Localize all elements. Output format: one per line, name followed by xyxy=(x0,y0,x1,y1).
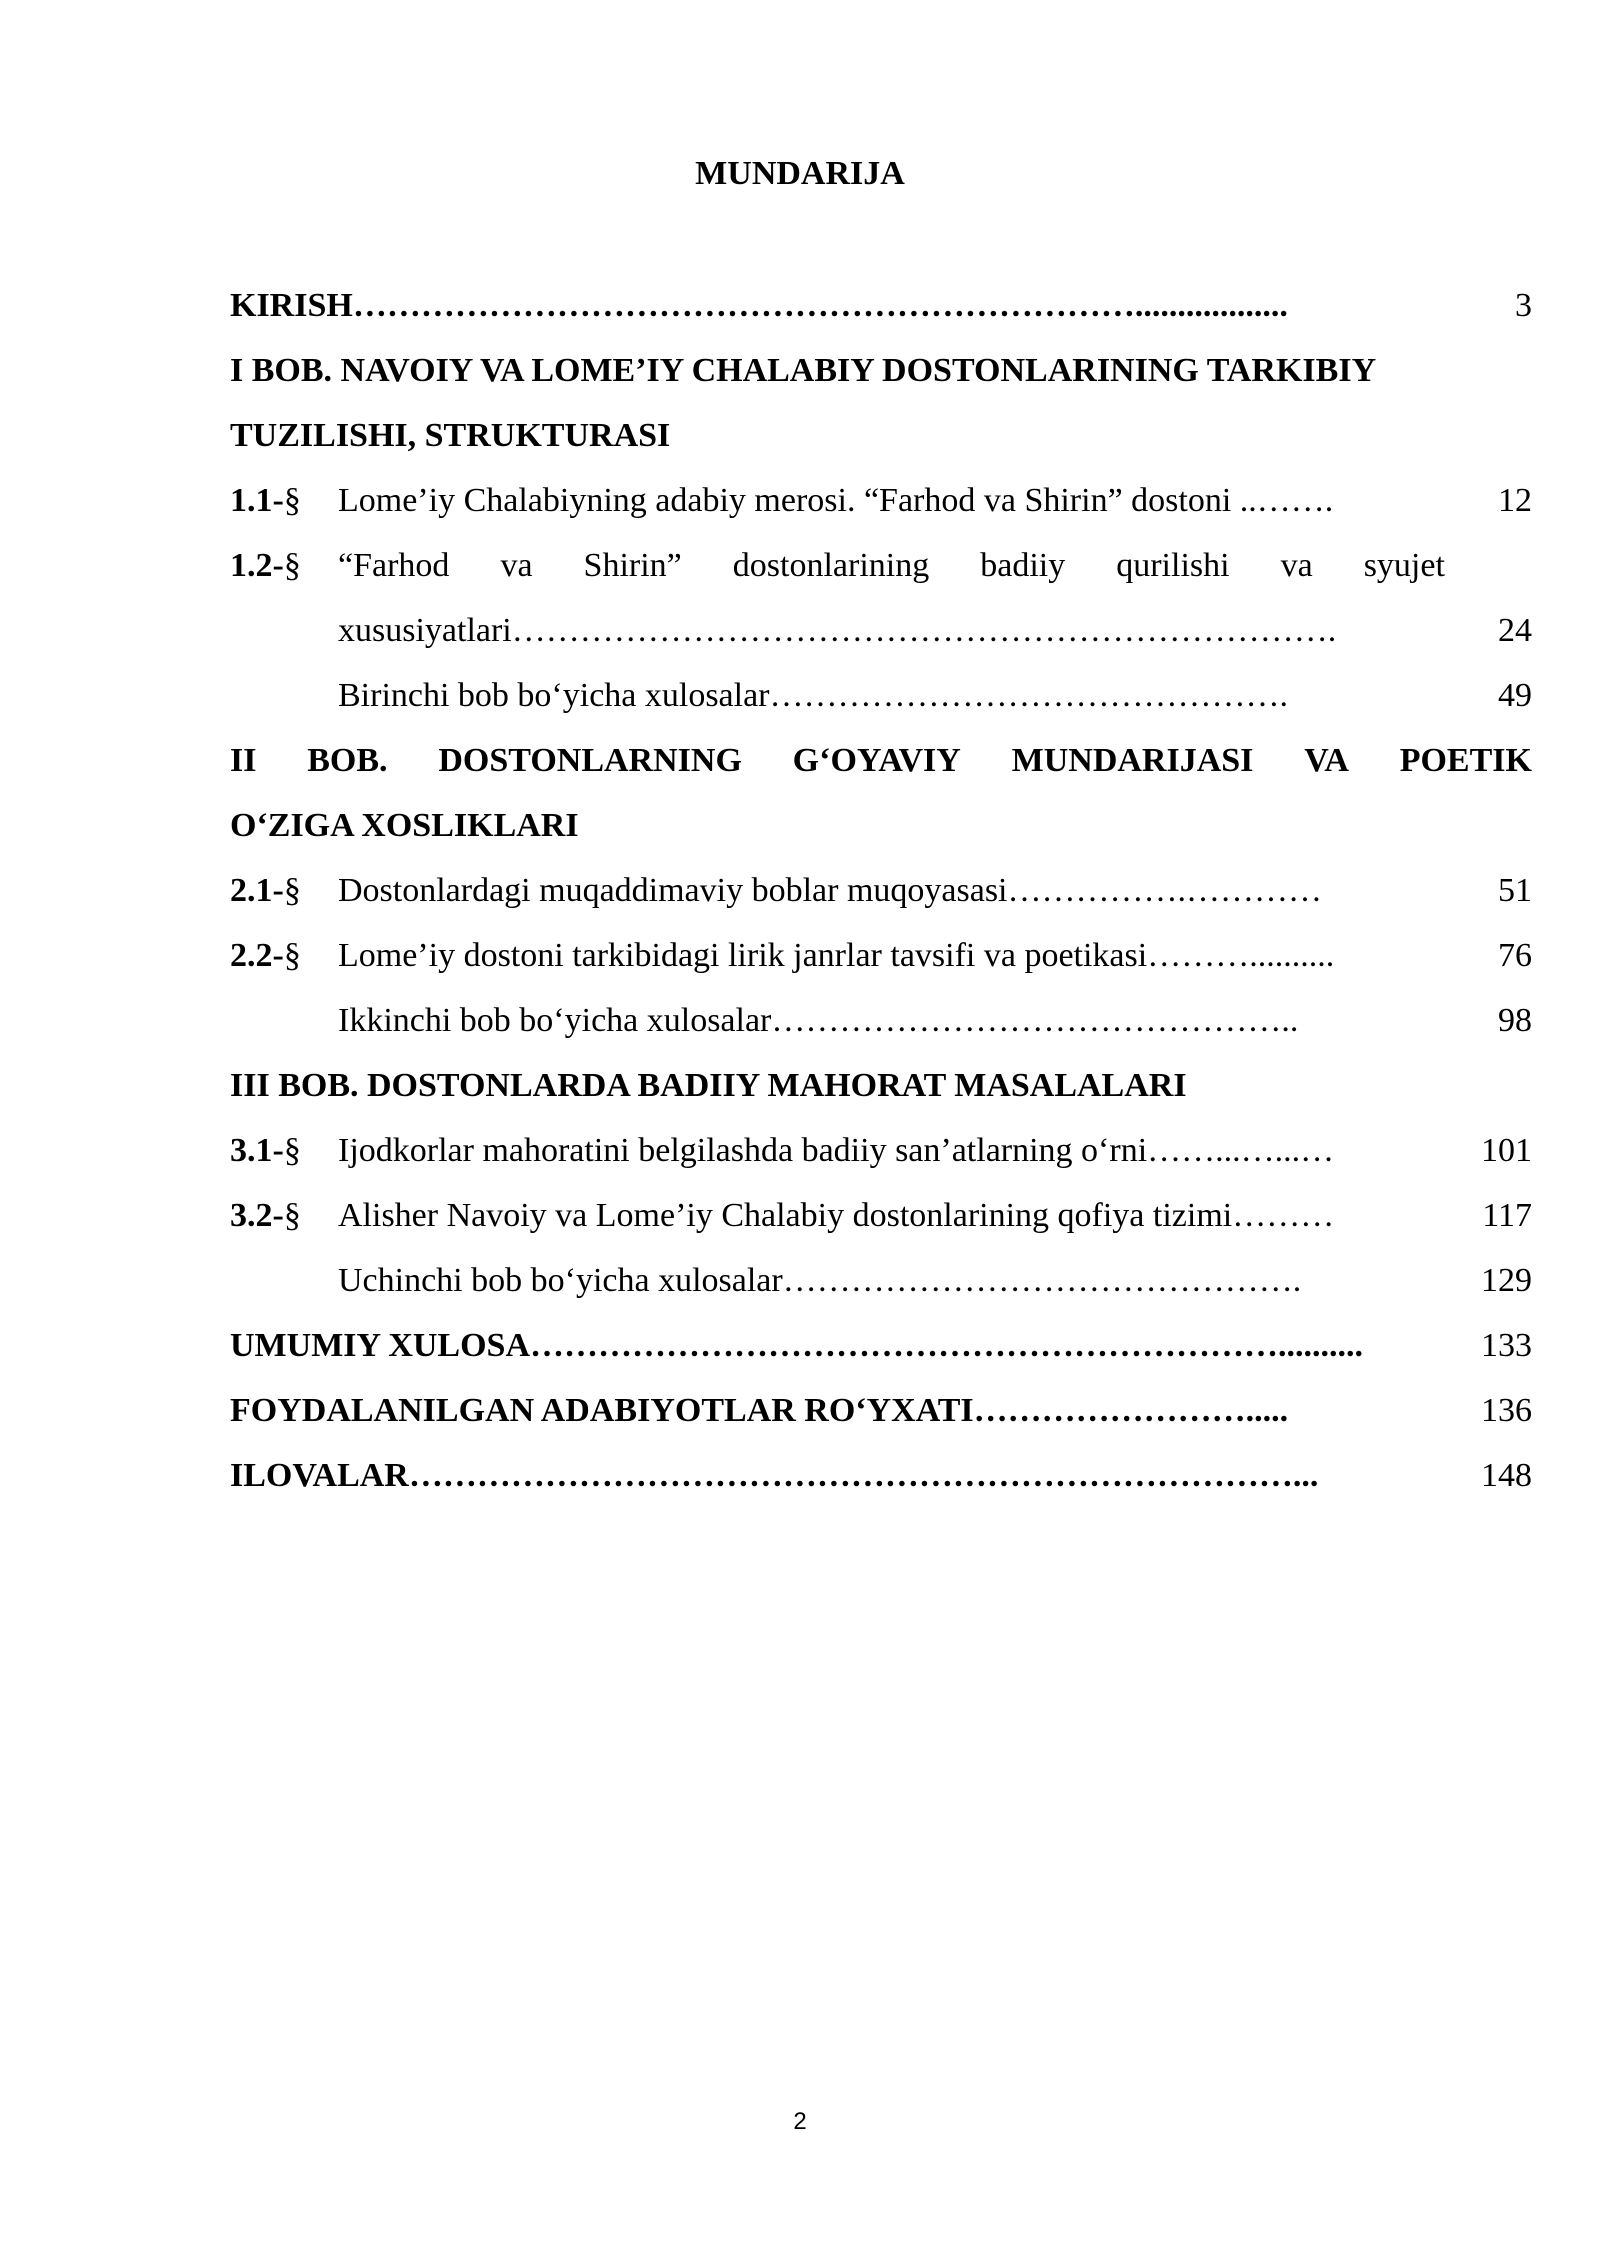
toc-chapter-label: III BOB. DOSTONLARDA BADIIY MAHORAT MASALALARI xyxy=(230,1067,1187,1104)
page-title: MUNDARIJA xyxy=(695,155,905,192)
toc-entry-label: Lome’iy Chalabiyning adabiy merosi. “Farhod va Shirin” dostoni ..……. xyxy=(338,482,1334,519)
toc-entry-introduction xyxy=(230,278,1532,343)
toc-chapter-3-heading xyxy=(230,1058,1532,1123)
toc-entry-page: 129 xyxy=(1481,1262,1532,1299)
toc-chapter-label: O‘ZIGA XOSLIKLARI xyxy=(230,807,579,844)
toc-chapter-label: II BOB. DOSTONLARNING G‘OYAVIY MUNDARIJASI VA POETIK xyxy=(230,742,1532,779)
toc-entry-page: 24 xyxy=(1498,612,1532,649)
toc-entry-label: Dostonlardagi muqaddimaviy boblar muqoyasasi…………….………… xyxy=(338,872,1322,909)
toc-chapter-1-conclusions xyxy=(230,668,1532,733)
toc-entry-page: 76 xyxy=(1498,937,1532,974)
toc-entry-appendices xyxy=(230,1448,1532,1513)
toc-section-number: 1.1-§ xyxy=(230,482,301,519)
toc-entry-label: Ikkinchi bob bo‘yicha xulosalar……………………………………….. xyxy=(338,1002,1299,1039)
toc-chapter-label: TUZILISHI, STRUKTURASI xyxy=(230,417,671,454)
toc-chapter-2-conclusions xyxy=(230,993,1532,1058)
toc-entry-general-conclusion xyxy=(230,1318,1532,1383)
toc-entry-page: 3 xyxy=(1515,287,1532,324)
toc-entry-page: 148 xyxy=(1481,1457,1532,1494)
toc-entry-label: “Farhod va Shirin” dostonlarining badiiy qurilishi va syujet xyxy=(338,547,1445,584)
toc-chapter-3-conclusions xyxy=(230,1253,1532,1318)
toc-chapter-1-heading-cont xyxy=(230,408,1532,473)
toc-section-number: 2.2-§ xyxy=(230,937,301,974)
table-of-contents xyxy=(230,278,1532,1513)
toc-section-1-2 xyxy=(230,538,1532,603)
toc-entry-label: Lome’iy dostoni tarkibidagi lirik janrlar tavsifi va poetikasi……….......... xyxy=(338,937,1335,974)
toc-entry-page: 98 xyxy=(1498,1002,1532,1039)
toc-section-2-1 xyxy=(230,863,1532,928)
toc-entry-label: Ijodkorlar mahoratini belgilashda badiiy san’atlarning o‘rni……...…...… xyxy=(338,1132,1335,1169)
toc-chapter-2-heading xyxy=(230,733,1532,798)
toc-entry-page: 133 xyxy=(1481,1327,1532,1364)
toc-entry-label: Alisher Navoiy va Lome’iy Chalabiy dostonlarining qofiya tizimi……… xyxy=(338,1197,1335,1234)
toc-entry-page: 136 xyxy=(1481,1392,1532,1429)
toc-entry-label: FOYDALANILGAN ADABIYOTLAR RO‘YXATI……………………..... xyxy=(230,1392,1289,1429)
toc-entry-label: Birinchi bob bo‘yicha xulosalar………………………………………. xyxy=(338,677,1289,714)
toc-entry-label: xususiyatlari………………………………………………………………. xyxy=(338,612,1337,649)
toc-section-3-2 xyxy=(230,1188,1532,1253)
toc-section-number: 2.1-§ xyxy=(230,872,301,909)
toc-section-3-1 xyxy=(230,1123,1532,1188)
toc-entry-label: KIRISH…………………………………………………………….................. xyxy=(230,287,1288,324)
toc-section-1-2-cont xyxy=(230,603,1532,668)
toc-section-number: 3.1-§ xyxy=(230,1132,301,1169)
toc-entry-label: ILOVALAR……………………………………………………………………... xyxy=(230,1457,1319,1494)
toc-chapter-2-heading-cont xyxy=(230,798,1532,863)
page-number: 2 xyxy=(793,2108,807,2135)
toc-entry-label: Uchinchi bob bo‘yicha xulosalar………………………………………. xyxy=(338,1262,1302,1299)
toc-entry-page: 12 xyxy=(1498,482,1532,519)
toc-entry-label: UMUMIY XULOSA………………………………………………………….......... xyxy=(230,1327,1364,1364)
toc-entry-page: 49 xyxy=(1498,677,1532,714)
toc-section-number: 3.2-§ xyxy=(230,1197,301,1234)
toc-section-2-2 xyxy=(230,928,1532,993)
toc-entry-page: 117 xyxy=(1482,1197,1532,1234)
toc-entry-page: 51 xyxy=(1498,872,1532,909)
toc-section-number: 1.2-§ xyxy=(230,547,301,584)
toc-chapter-1-heading xyxy=(230,343,1532,408)
toc-entry-page: 101 xyxy=(1481,1132,1532,1169)
toc-section-1-1 xyxy=(230,473,1532,538)
toc-chapter-label: I BOB. NAVOIY VA LOME’IY CHALABIY DOSTONLARINING TARKIBIY xyxy=(230,352,1377,389)
toc-entry-references xyxy=(230,1383,1532,1448)
